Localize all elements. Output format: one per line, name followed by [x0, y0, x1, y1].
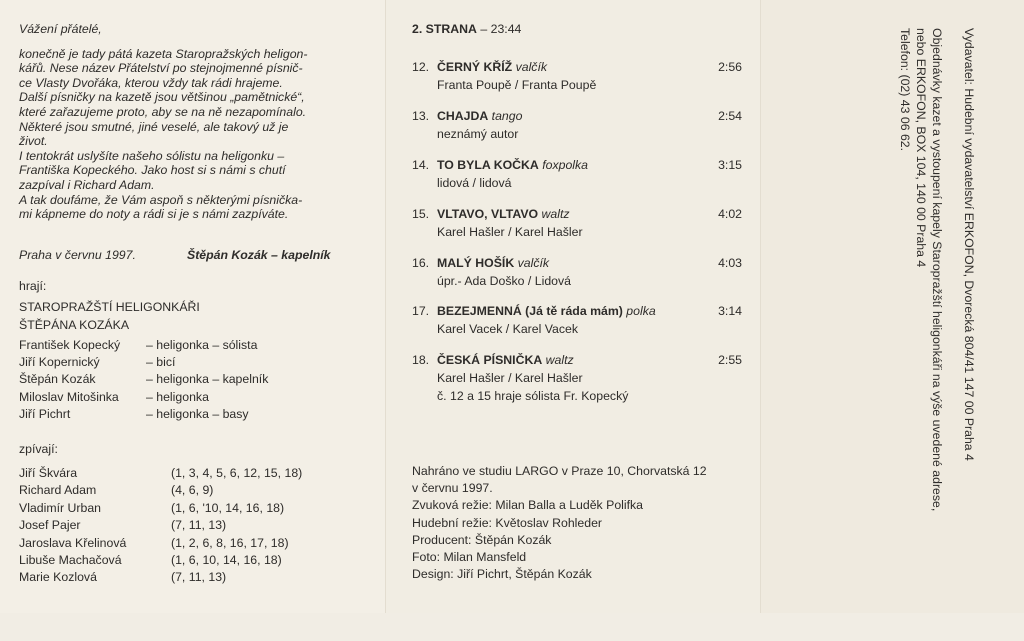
- left-panel: [0, 0, 385, 613]
- intro-line: kářů. Nese název Přátelství po stejnojmenné písnič-: [19, 61, 303, 76]
- track-duration: 2:56: [718, 60, 742, 74]
- middle-panel: [385, 0, 760, 613]
- credit-line: Producent: Štěpán Kozák: [412, 532, 552, 547]
- singers-label: zpívají:: [19, 442, 58, 456]
- player-name: Jiří Pichrt: [19, 406, 71, 421]
- singer-name: Jaroslava Křelinová: [19, 535, 127, 550]
- track-duration: 2:54: [718, 108, 742, 123]
- player-row: [19, 355, 369, 372]
- intro-line: Některé jsou smutné, jiné veselé, ale takový už je: [19, 119, 289, 134]
- player-instrument: – heligonka – kapelník: [146, 372, 269, 387]
- track-authors: neznámý autor: [437, 126, 519, 141]
- track-title-line: [437, 256, 549, 270]
- player-row: [19, 372, 369, 389]
- track-authors: Karel Vacek / Karel Vacek: [437, 322, 579, 337]
- track-authors: úpr.- Ada Doško / Lidová: [437, 273, 571, 288]
- phone-line: Telefon: (02) 43 06 62.: [898, 28, 912, 152]
- track-authors: Karel Hašler / Karel Hašler: [437, 224, 583, 239]
- player-instrument: – bicí: [146, 355, 176, 370]
- players-label: hrají:: [19, 279, 47, 293]
- track-row: [412, 109, 742, 158]
- singer-tracks: (1, 6, '10, 14, 16, 18): [171, 500, 285, 515]
- track-number: 18.: [412, 353, 430, 368]
- track-duration: 4:03: [718, 255, 742, 270]
- singer-row: [19, 518, 369, 535]
- singer-row: [19, 466, 369, 483]
- singer-tracks: (1, 6, 10, 14, 16, 18): [171, 552, 282, 567]
- track-duration: 4:02: [718, 206, 742, 221]
- intro-greeting: Vážení přátelé,: [19, 22, 102, 36]
- track-number: 14.: [412, 157, 430, 172]
- intro-line: ce Vlasty Dvořáka, kterou vždy tak rádi hrajeme.: [19, 75, 283, 90]
- player-name: Jiří Kopernický: [19, 355, 100, 370]
- track-authors: Karel Hašler / Karel Hašler: [437, 371, 583, 386]
- track-title-line: [437, 60, 547, 74]
- track-number: 16.: [412, 255, 430, 270]
- track-row: [412, 256, 742, 305]
- ensemble-leader: ŠTĚPÁNA KOZÁKA: [19, 318, 130, 332]
- signature: Štěpán Kozák – kapelník: [187, 248, 331, 262]
- track-note: č. 12 a 15 hraje sólista Fr. Kopecký: [437, 389, 629, 404]
- side-title: 2. STRANA: [412, 22, 477, 36]
- track-genre: polka: [626, 304, 656, 319]
- publisher-line: Vydavatel: Hudební vydavatelství ERKOFON, Dvorecká 804/41 147 00 Praha 4: [962, 28, 976, 461]
- player-row: [19, 407, 369, 424]
- track-number: 12.: [412, 60, 430, 74]
- singers-list: [19, 466, 369, 588]
- track-duration: 2:55: [718, 353, 742, 368]
- recording-credits: [412, 463, 757, 583]
- order-address-line: nebo ERKOFON, BOX 104, 140 00 Praha 4: [914, 28, 928, 268]
- singer-row: [19, 483, 369, 500]
- player-name: František Kopecký: [19, 338, 121, 352]
- intro-line: konečně je tady pátá kazeta Staropražských heligon-: [19, 46, 308, 61]
- singer-name: Jiří Škvára: [19, 466, 78, 480]
- credit-line: Nahráno ve studiu LARGO v Praze 10, Chorvatská 12: [412, 464, 707, 478]
- side-total-duration: – 23:44: [480, 22, 522, 36]
- player-row: [19, 390, 369, 407]
- credit-line: Foto: Milan Mansfeld: [412, 549, 527, 564]
- player-name: Štěpán Kozák: [19, 372, 96, 387]
- track-genre: waltz: [541, 206, 570, 221]
- credit-line: Zvuková režie: Milan Balla a Luděk Polifka: [412, 498, 644, 513]
- track-number: 17.: [412, 304, 430, 319]
- track-genre: foxpolka: [542, 157, 589, 172]
- track-title: BEZEJMENNÁ (Já tě ráda mám): [437, 304, 623, 319]
- track-row: [412, 207, 742, 256]
- track-title: ČESKÁ PÍSNIČKA: [437, 353, 543, 368]
- track-row: [412, 353, 742, 402]
- player-row: [19, 338, 369, 355]
- singer-name: Marie Kozlová: [19, 570, 97, 585]
- intro-line: zazpíval i Richard Adam.: [19, 177, 155, 192]
- intro-line: Františka Kopeckého. Jako host si s námi s chutí: [19, 163, 286, 178]
- track-number: 15.: [412, 206, 430, 221]
- singer-tracks: (1, 3, 4, 5, 6, 12, 15, 18): [171, 466, 303, 480]
- singer-name: Josef Pajer: [19, 518, 81, 533]
- track-genre: waltz: [545, 353, 574, 368]
- track-authors: Franta Poupě / Franta Poupě: [437, 78, 597, 92]
- track-genre: valčík: [515, 60, 548, 74]
- credit-line: v červnu 1997.: [412, 481, 493, 496]
- singer-name: Libuše Machačová: [19, 552, 122, 567]
- track-row: [412, 304, 742, 353]
- singer-name: Richard Adam: [19, 483, 97, 498]
- track-duration: 3:14: [718, 304, 742, 319]
- singer-row: [19, 501, 369, 518]
- side-header: [412, 22, 521, 36]
- track-genre: valčík: [517, 255, 550, 270]
- track-title: TO BYLA KOČKA: [437, 157, 539, 172]
- credit-line: Hudební režie: Květoslav Rohleder: [412, 515, 603, 530]
- player-instrument: – heligonka: [146, 389, 209, 404]
- singer-tracks: (7, 11, 13): [171, 518, 227, 533]
- track-row: [412, 158, 742, 207]
- player-instrument: – heligonka – basy: [146, 406, 249, 421]
- right-panel: [760, 0, 1024, 613]
- intro-line: které zařazujeme proto, aby se na ně nezapomínalo.: [19, 104, 307, 119]
- track-title-line: [437, 158, 588, 172]
- singer-row: [19, 570, 369, 587]
- intro-line: Další písničky na kazetě jsou většinou „pamětnické“,: [19, 90, 305, 105]
- players-list: [19, 338, 369, 424]
- singer-name: Vladimír Urban: [19, 500, 102, 515]
- track-title: CHAJDA: [437, 108, 489, 123]
- track-list: [412, 60, 742, 402]
- track-number: 13.: [412, 108, 430, 123]
- track-row: [412, 60, 742, 109]
- singer-row: [19, 553, 369, 570]
- singer-row: [19, 536, 369, 553]
- track-title: VLTAVO, VLTAVO: [437, 206, 539, 221]
- track-title-line: [437, 353, 574, 367]
- intro-line: život.: [19, 134, 48, 149]
- track-title: ČERNÝ KŘÍŽ: [437, 60, 513, 74]
- track-title-line: [437, 207, 570, 221]
- singer-tracks: (1, 2, 6, 8, 16, 17, 18): [171, 535, 289, 550]
- track-genre: tango: [491, 108, 523, 123]
- credit-line: Design: Jiří Pichrt, Štěpán Kozák: [412, 567, 592, 582]
- track-authors: lidová / lidová: [437, 175, 512, 190]
- ensemble-name: STAROPRAŽŠTÍ HELIGONKÁŘI: [19, 300, 200, 314]
- track-title-line: [437, 304, 656, 318]
- intro-letter: [19, 22, 364, 222]
- track-duration: 3:15: [718, 157, 742, 172]
- player-name: Miloslav Mitošinka: [19, 389, 119, 404]
- intro-line: mi kápneme do noty a rádi si je s námi zazpíváte.: [19, 207, 289, 222]
- place-date: Praha v červnu 1997.: [19, 248, 136, 262]
- singer-tracks: (4, 6, 9): [171, 483, 214, 498]
- player-instrument: – heligonka – sólista: [146, 338, 258, 352]
- track-title-line: [437, 109, 522, 123]
- intro-line: A tak doufáme, že Vám aspoň s některými písnička-: [19, 192, 303, 207]
- intro-line: I tentokrát uslyšíte našeho sólistu na heligonku –: [19, 148, 285, 163]
- order-info-line: Objednávky kazet a vystoupení kapely Staropražští heligonkáři na výše uvedené adrese,: [930, 28, 944, 512]
- singer-tracks: (7, 11, 13): [171, 570, 227, 585]
- track-title: MALÝ HOŠÍK: [437, 255, 515, 270]
